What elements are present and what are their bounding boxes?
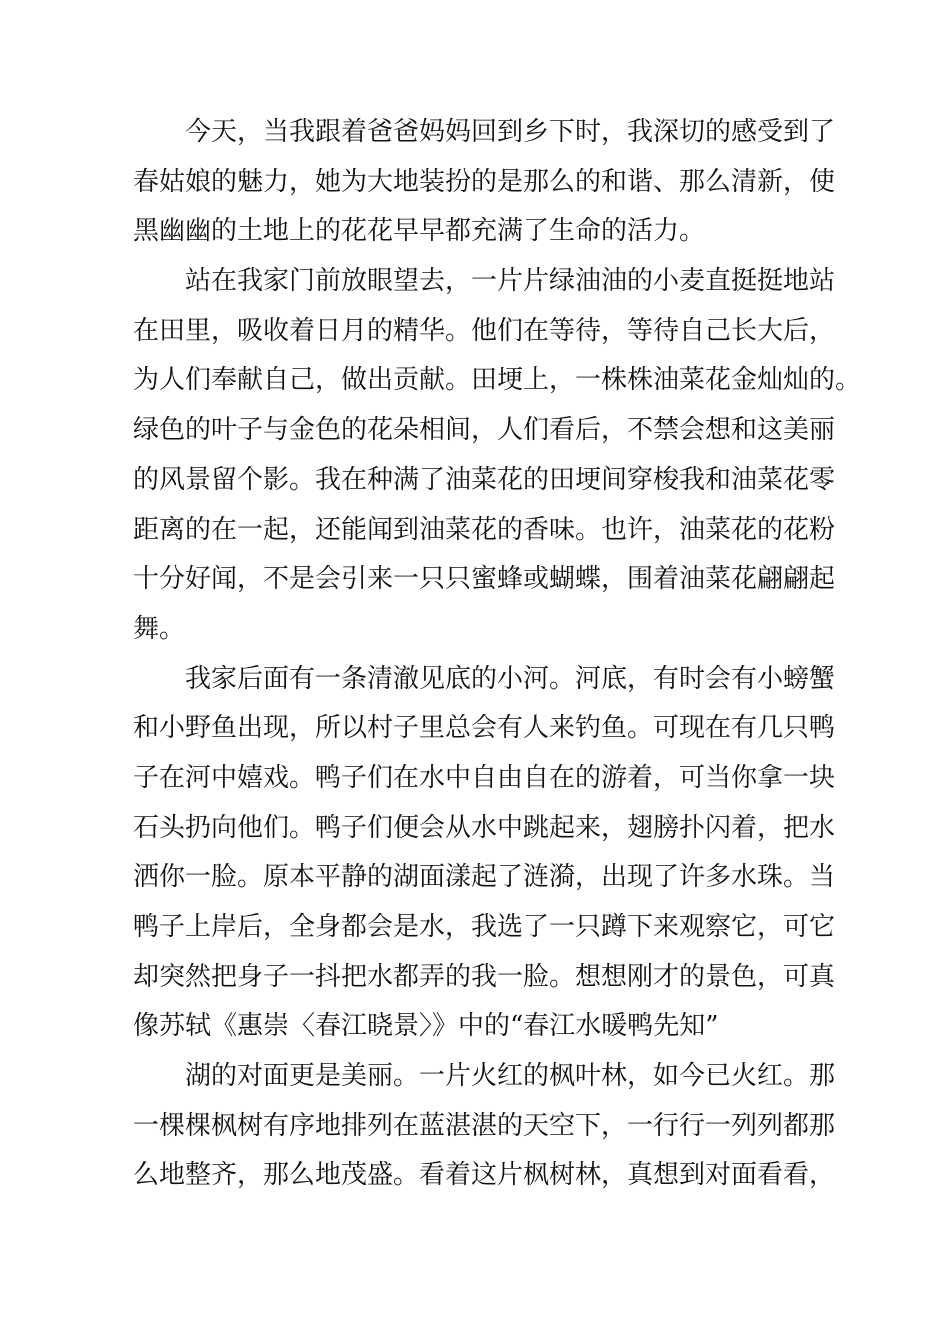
text-line: 在田里，吸收着日月的精华。他们在等待，等待自己长大后， [133, 315, 836, 346]
paragraph-4 [133, 1052, 836, 1201]
text-line: 像苏轼《惠崇〈春江晓景〉》中的“春江水暖鸭先知” [133, 1011, 719, 1042]
text-line: 和小野鱼出现，所以村子里总会有人来钓鱼。可现在有几只鸭 [133, 713, 836, 744]
text-line: 石头扔向他们。鸭子们便会从水中跳起来，翅膀扑闪着，把水 [133, 812, 836, 843]
text-line: 子在河中嬉戏。鸭子们在水中自由自在的游着，可当你拿一块 [133, 762, 836, 793]
paragraph-1 [133, 108, 836, 257]
text-line: 却突然把身子一抖把水都弄的我一脸。想想刚才的景色，可真 [133, 961, 836, 992]
text-line: 距离的在一起，还能闻到油菜花的香味。也许，油菜花的花粉 [133, 514, 836, 545]
text-line: 么地整齐，那么地茂盛。看着这片枫树林，真想到对面看看， [133, 1160, 836, 1191]
text-line: 湖的对面更是美丽。一片火红的枫叶林，如今已火红。那 [185, 1061, 836, 1092]
text-line: 洒你一脸。原本平静的湖面漾起了涟漪，出现了许多水珠。当 [133, 862, 836, 893]
paragraph-3 [133, 655, 836, 1053]
text-line: 的风景留个影。我在种满了油菜花的田埂间穿梭我和油菜花零 [133, 464, 836, 495]
text-line: 一棵棵枫树有序地排列在蓝湛湛的天空下，一行行一列列都那 [133, 1110, 836, 1141]
text-line: 绿色的叶子与金色的花朵相间，人们看后，不禁会想和这美丽 [133, 415, 836, 446]
text-line: 今天，当我跟着爸爸妈妈回到乡下时，我深切的感受到了 [185, 117, 836, 147]
text-line: 为人们奉献自己，做出贡献。田埂上，一株株油菜花金灿灿的。 [133, 365, 862, 396]
paragraph-2 [133, 257, 862, 655]
document-body [133, 108, 862, 1201]
text-line: 我家后面有一条清澈见底的小河。河底，有时会有小螃蟹 [185, 663, 836, 694]
text-line: 黑幽幽的土地上的花花早早都充满了生命的活力。 [133, 216, 706, 247]
text-line: 站在我家门前放眼望去，一片片绿油油的小麦直挺挺地站 [185, 266, 836, 297]
text-line: 十分好闻，不是会引来一只只蜜蜂或蝴蝶，围着油菜花翩翩起 [133, 564, 836, 595]
text-line: 鸭子上岸后，全身都会是水，我选了一只蹲下来观察它，可它 [133, 912, 836, 942]
text-line: 舞。 [133, 613, 186, 644]
text-line: 春姑娘的魅力，她为大地装扮的是那么的和谐、那么清新，使 [133, 166, 836, 197]
